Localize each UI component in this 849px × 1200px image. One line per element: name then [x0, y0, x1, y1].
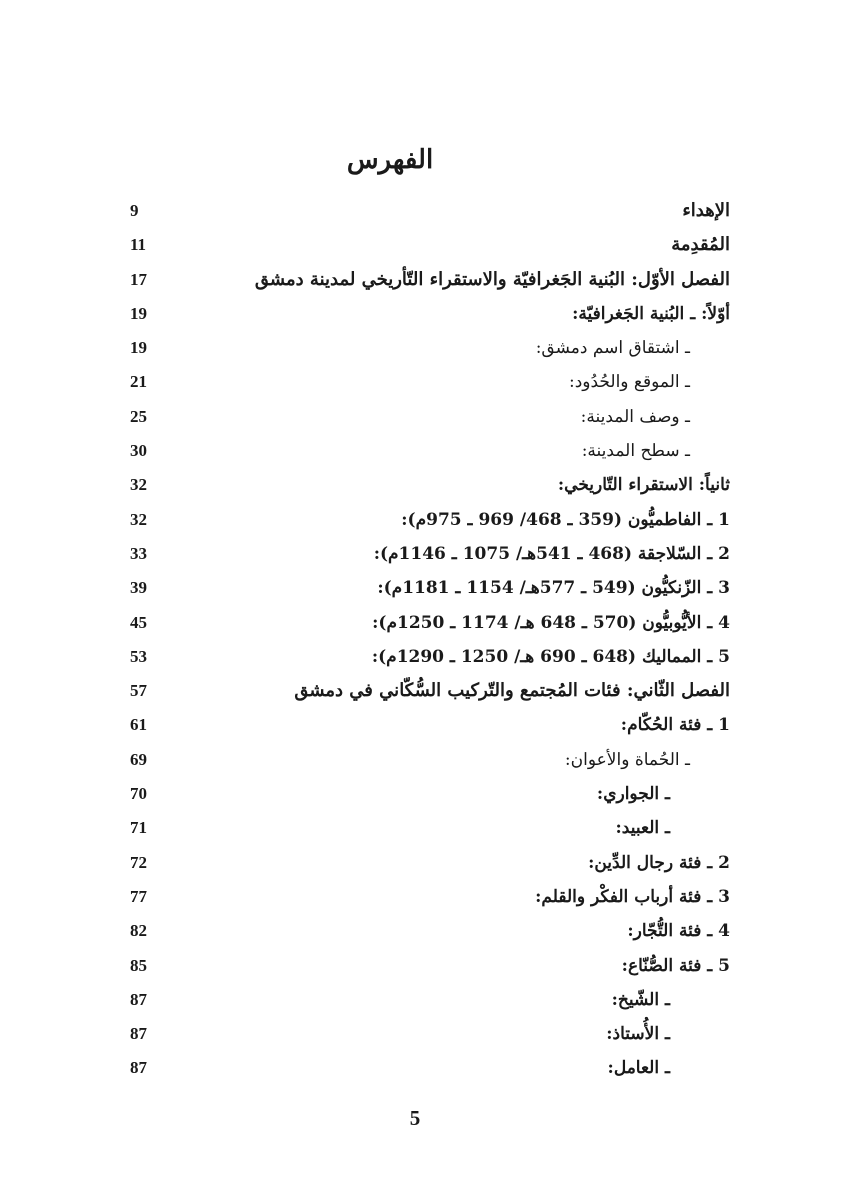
toc-entry-title: ـ العامل: [607, 1058, 670, 1079]
toc-entry-page: 87 [130, 989, 147, 1009]
toc-entry-page: 69 [130, 749, 147, 769]
toc-entry [130, 573, 730, 607]
toc-entry [130, 951, 730, 985]
toc-entry-page: 17 [130, 269, 147, 289]
table-of-contents [130, 196, 730, 1088]
toc-entry-page: 19 [130, 338, 147, 358]
toc-entry-page: 61 [130, 715, 147, 735]
toc-entry [130, 642, 730, 676]
toc-entry-title: ـ الأُستاذ: [606, 1024, 670, 1045]
toc-entry-title: 3 ـ فئة أرباب الفكْر والقلم: [535, 886, 730, 907]
toc-entry [130, 985, 730, 1019]
toc-entry-title: 1 ـ الفاطميُّون (359 ـ 468/ 969 ـ 975م): [401, 509, 730, 530]
page-title: الفهرس [346, 145, 434, 176]
toc-entry-title: الفصل الثّاني: فئات المُجتمع والتّركيب السُّكّاني في دمشق [294, 680, 730, 702]
toc-entry [130, 1053, 730, 1087]
toc-entry-page: 77 [130, 886, 147, 906]
toc-entry [130, 916, 730, 950]
toc-entry-page: 85 [130, 955, 147, 975]
toc-entry-title: أوّلاً: ـ البُنية الجَغرافيّة: [572, 303, 730, 324]
toc-entry [130, 367, 730, 401]
toc-entry-page: 9 [130, 201, 139, 220]
toc-entry-title: ثانياً: الاستقراء التّاريخي: [557, 475, 730, 496]
toc-entry-page: 11 [130, 235, 147, 255]
toc-entry [130, 710, 730, 744]
toc-entry [130, 813, 730, 847]
toc-entry-title: 3 ـ الزّنكيُّون (549 ـ 577هـ/ 1154 ـ 1181م): [377, 578, 730, 599]
toc-entry [130, 882, 730, 916]
toc-entry-page: 39 [130, 578, 147, 598]
toc-entry-title: الإهداء [682, 200, 730, 221]
toc-entry [130, 848, 730, 882]
toc-entry-page: 45 [130, 612, 147, 632]
toc-entry-page: 30 [130, 441, 147, 461]
toc-entry-page: 82 [130, 921, 147, 941]
toc-entry [130, 745, 730, 779]
toc-entry-title: المُقدِمة [671, 234, 730, 256]
toc-entry-page: 71 [130, 818, 147, 838]
page-number: 5 [409, 1106, 421, 1130]
toc-entry-page: 87 [130, 1024, 147, 1044]
toc-entry [130, 608, 730, 642]
toc-entry-title: 5 ـ فئة الصُّنّاع: [621, 955, 730, 976]
toc-entry-title: ـ الحُماة والأعوان: [564, 749, 690, 770]
toc-entry [130, 230, 730, 264]
toc-entry-title: 1 ـ فئة الحُكّام: [620, 715, 730, 736]
toc-entry [130, 505, 730, 539]
toc-entry-page: 33 [130, 543, 147, 563]
toc-entry-title: 4 ـ فئة التُّجّار: [627, 921, 730, 942]
toc-entry-page: 72 [130, 852, 147, 872]
toc-entry-title: 2 ـ السّلاجقة (468 ـ 541هـ/ 1075 ـ 1146م): [373, 543, 730, 564]
toc-entry-title: 2 ـ فئة رجال الدِّين: [588, 852, 730, 873]
toc-entry-title: ـ الموقع والحُدُود: [569, 372, 690, 393]
toc-entry [130, 299, 730, 333]
toc-entry [130, 470, 730, 504]
toc-entry [130, 265, 730, 299]
toc-entry [130, 539, 730, 573]
toc-entry-page: 32 [130, 509, 147, 529]
toc-entry-title: 4 ـ الأيُّوبيُّون (570 ـ 648 هـ/ 1174 ـ 1250م): [372, 612, 730, 633]
toc-entry [130, 779, 730, 813]
toc-entry-page: 53 [130, 646, 147, 666]
toc-entry [130, 333, 730, 367]
toc-entry-page: 57 [130, 681, 147, 701]
toc-entry-title: ـ العبيد: [615, 818, 670, 839]
toc-entry-page: 25 [130, 406, 147, 426]
toc-entry-page: 32 [130, 475, 147, 495]
toc-entry [130, 1019, 730, 1053]
toc-entry-title: 5 ـ المماليك (648 ـ 690 هـ/ 1250 ـ 1290م): [371, 646, 730, 667]
toc-entry-title: الفصل الأوّل: البُنية الجَغرافيّة والاستقراء التّأريخي لمدينة دمشق [254, 268, 730, 290]
toc-entry [130, 436, 730, 470]
toc-entry-page: 19 [130, 303, 147, 323]
toc-entry-title: ـ اشتقاق اسم دمشق: [535, 338, 690, 359]
toc-entry-title: ـ وصف المدينة: [580, 406, 690, 427]
toc-entry-page: 87 [130, 1058, 147, 1078]
toc-entry [130, 676, 730, 710]
toc-entry [130, 402, 730, 436]
toc-entry-title: ـ الجواري: [596, 784, 670, 805]
toc-entry-title: ـ الشّيخ: [611, 989, 670, 1010]
toc-entry-page: 70 [130, 784, 147, 804]
toc-entry-page: 21 [130, 372, 147, 392]
toc-entry [130, 196, 730, 230]
toc-entry-title: ـ سطح المدينة: [581, 441, 690, 462]
